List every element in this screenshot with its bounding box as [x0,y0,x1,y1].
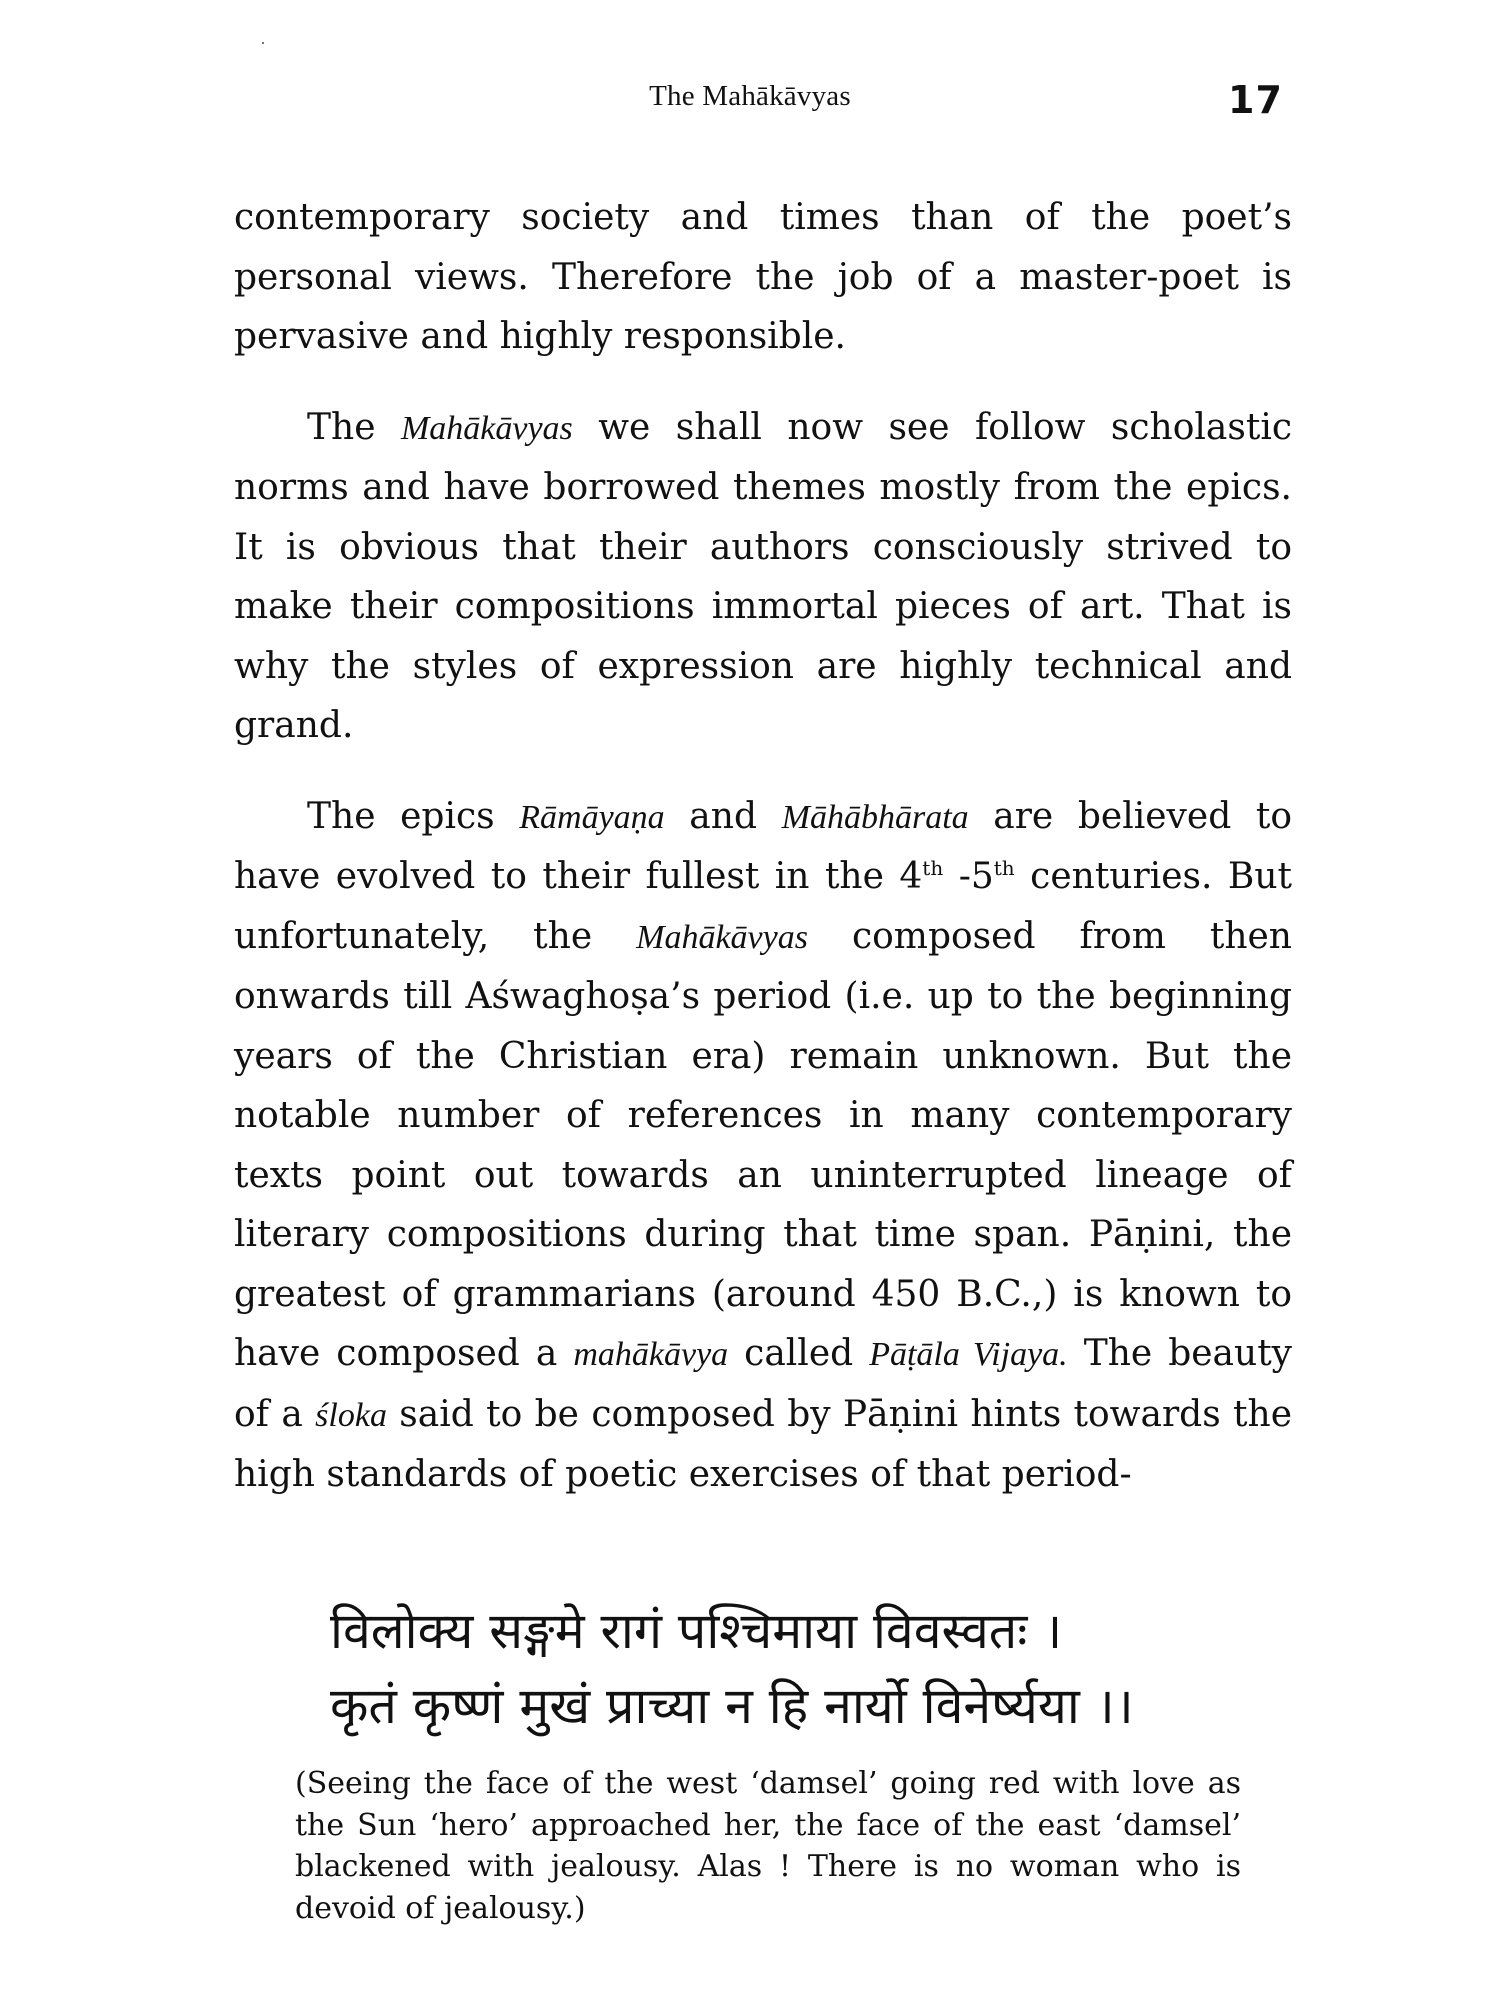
text-run: are believed to have evolved to their fullest in the 4 [234,795,1292,897]
verse-line-2: कृतं कृष्णं मुखं प्राच्या न हि नार्यो विनेर्ष्यया ।। [330,1677,1134,1735]
text-run: centuries. But unfortunately, the [234,856,1292,957]
text-run: we shall now see follow scholastic norms and have borrowed themes mostly from the epics. It is obvious that their authors consciously strived to make their compositions immortal pieces of art. That is why the styles of expression are highly technical and grand. [234,406,1292,746]
text-run: and [664,795,782,837]
italic-term: śloka [315,1396,387,1434]
paragraph-3 [234,787,1292,1505]
paragraph-2 [234,398,1292,756]
text-run: -5 [943,856,994,897]
ordinal-suffix: th [922,856,944,880]
text-run: said to be composed by Pāṇini hints towards the high standards of poetic exercises of that period- [234,1393,1292,1495]
running-title: The Mahākāvyas [649,80,851,112]
body-text [234,188,1292,1536]
text-run: The beauty of a [234,1333,1293,1435]
text-run: contemporary society and times than of the poet’s personal views. Therefore the job of a master-poet is pervasive and highly responsible. [234,197,1292,357]
text-run: The [307,406,401,448]
text-run: composed from then onwards till Aśwaghoṣa’s period (i.e. up to the beginning years of the Christian era) remain unknown. But the notable number of references in many contemporary texts point out towards an uninterrupted lineage of literary compositions during that time span. Pāṇini, the greatest of grammarians (around 450 B.C.,) is known to have composed a [234,915,1292,1374]
scan-speck [262,42,264,44]
ordinal-suffix: th [993,856,1015,880]
verse-line-1: विलोक्य सङ्गमे रागं पश्चिमाया विवस्वतः । [330,1602,1063,1660]
italic-term: mahākāvya [573,1336,729,1373]
text-run: called [728,1333,870,1374]
italic-term: Rāmāyaṇa [519,798,665,836]
text-run: The epics [307,795,520,837]
paragraph-1 [234,188,1292,367]
verse-translation: (Seeing the face of the west ‘damsel’ going red with love as the Sun ‘hero’ approached her, the face of the east ‘damsel’ blackened with jealousy. Alas ! There is no woman who is devoid of jealousy.) [295,1766,1241,1926]
sanskrit-verse [330,1594,1134,1744]
italic-term: Mahākāvyas [636,918,808,956]
italic-term: Māhābhārata [781,798,969,836]
page-number: 17 [1228,78,1283,122]
italic-term: Mahākāvyas [400,409,573,447]
italic-term: Pāṭāla Vijaya. [869,1336,1068,1373]
